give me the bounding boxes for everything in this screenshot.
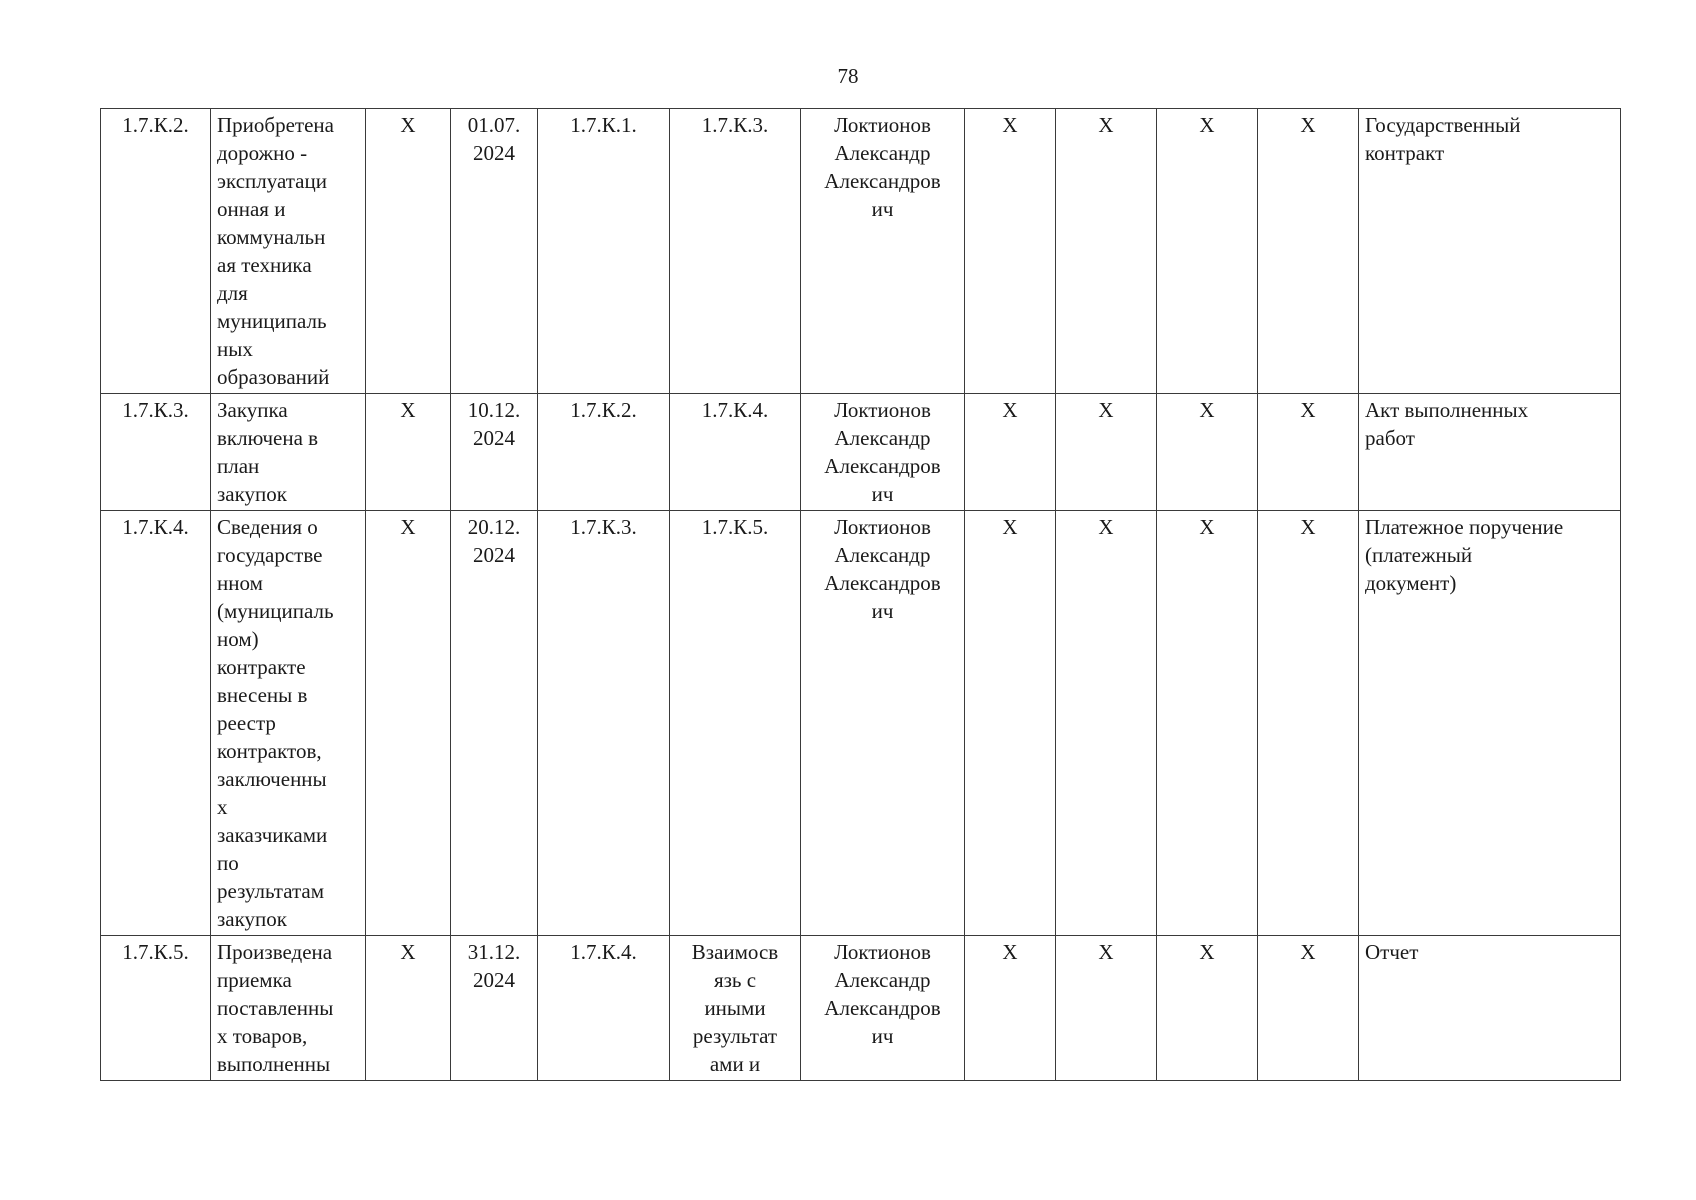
row-event-name: Произведена приемка поставленны х товаров, выполненны: [211, 936, 366, 1081]
row-mark-cell: X: [1157, 936, 1258, 1081]
row-code: 1.7.К.3.: [101, 394, 211, 511]
row-date: 10.12. 2024: [451, 394, 538, 511]
table-row: [101, 394, 1621, 511]
row-predecessor: 1.7.К.2.: [538, 394, 670, 511]
row-predecessor: 1.7.К.4.: [538, 936, 670, 1081]
row-date: 20.12. 2024: [451, 511, 538, 936]
row-mark-cell: X: [965, 511, 1056, 936]
row-mark-cell: X: [1056, 511, 1157, 936]
row-date: 31.12. 2024: [451, 936, 538, 1081]
row-responsible: Локтионов Александр Александров ич: [801, 394, 965, 511]
row-responsible: Локтионов Александр Александров ич: [801, 109, 965, 394]
row-mark-cell: X: [1258, 511, 1359, 936]
row-document: Государственный контракт: [1359, 109, 1621, 394]
row-mark-cell: X: [1258, 109, 1359, 394]
row-responsible: Локтионов Александр Александров ич: [801, 511, 965, 936]
row-mark-cell: X: [965, 394, 1056, 511]
row-responsible: Локтионов Александр Александров ич: [801, 936, 965, 1081]
row-successor: 1.7.К.4.: [670, 394, 801, 511]
row-code: 1.7.К.2.: [101, 109, 211, 394]
row-mark-cell: X: [1056, 394, 1157, 511]
row-code: 1.7.К.5.: [101, 936, 211, 1081]
row-mark-cell: X: [1157, 109, 1258, 394]
row-successor: 1.7.К.5.: [670, 511, 801, 936]
row-mark-cell: X: [1258, 394, 1359, 511]
row-mark-cell: X: [366, 936, 451, 1081]
row-successor: 1.7.К.3.: [670, 109, 801, 394]
row-date: 01.07. 2024: [451, 109, 538, 394]
table-row: [101, 109, 1621, 394]
row-event-name: Приобретена дорожно - эксплуатаци онная и коммунальн ая техника для муниципаль ных образований: [211, 109, 366, 394]
row-mark-cell: X: [1258, 936, 1359, 1081]
page-number: 78: [837, 64, 859, 88]
row-document: Отчет: [1359, 936, 1621, 1081]
row-predecessor: 1.7.К.1.: [538, 109, 670, 394]
row-mark-cell: X: [1157, 394, 1258, 511]
row-document: Акт выполненных работ: [1359, 394, 1621, 511]
table-row: [101, 936, 1621, 1081]
row-mark-cell: X: [366, 394, 451, 511]
row-mark-cell: X: [965, 109, 1056, 394]
table-row: [101, 511, 1621, 936]
row-successor: Взаимосв язь с иными результат ами и: [670, 936, 801, 1081]
row-code: 1.7.К.4.: [101, 511, 211, 936]
control-points-table: [100, 108, 1621, 1081]
row-document: Платежное поручение (платежный документ): [1359, 511, 1621, 936]
row-mark-cell: X: [366, 109, 451, 394]
row-mark-cell: X: [1056, 936, 1157, 1081]
row-event-name: Сведения о государстве нном (муниципаль ном) контракте внесены в реестр контрактов, заключенны х заказчиками по результатам закупок: [211, 511, 366, 936]
row-predecessor: 1.7.К.3.: [538, 511, 670, 936]
row-mark-cell: X: [366, 511, 451, 936]
row-mark-cell: X: [1157, 511, 1258, 936]
row-event-name: Закупка включена в план закупок: [211, 394, 366, 511]
row-mark-cell: X: [965, 936, 1056, 1081]
row-mark-cell: X: [1056, 109, 1157, 394]
